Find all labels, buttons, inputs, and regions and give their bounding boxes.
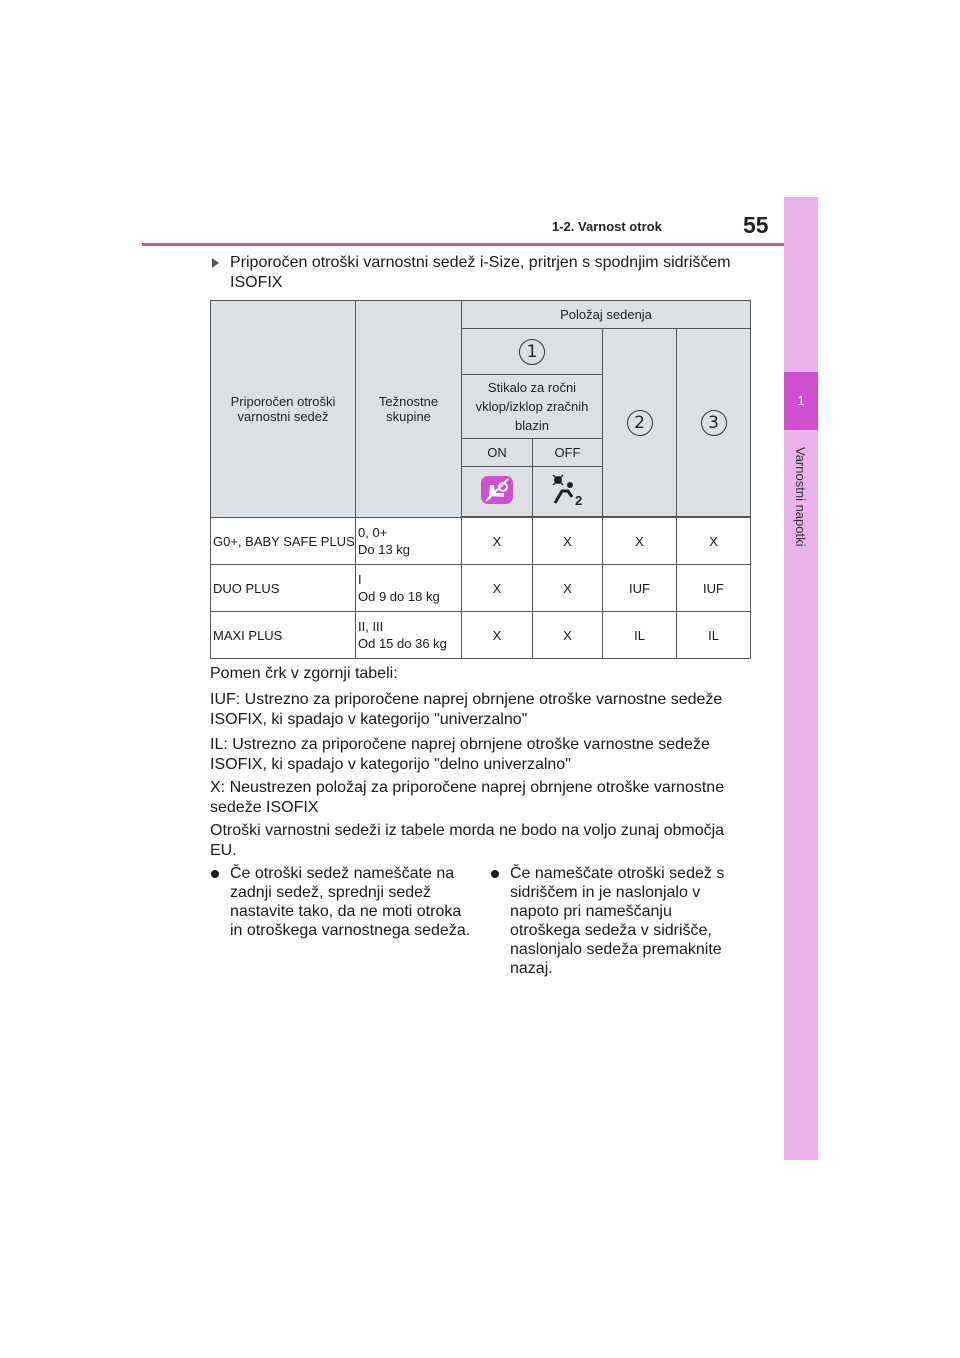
- row-pos3: X: [677, 518, 751, 565]
- position-3-cell: [677, 329, 751, 517]
- row-seat: DUO PLUS: [211, 565, 356, 612]
- bullet-text: Če otroški sedež nameščate na zadnji sedež, sprednji sedež nastavite tako, da ne moti otroka in otroškega varnostnega sedeža.: [230, 865, 471, 939]
- header-rule: [142, 243, 784, 246]
- table-row: [211, 565, 751, 612]
- row-pos2: IL: [603, 612, 677, 659]
- off-label: OFF: [533, 439, 603, 467]
- row-off: X: [533, 518, 603, 565]
- table-row: [211, 518, 751, 565]
- row-group: II, III Od 15 do 36 kg: [356, 612, 462, 659]
- intro-text: Priporočen otroški varnostni sedež i-Size, pritrjen s spodnjim sidriščem ISOFIX: [230, 254, 731, 291]
- row-on: X: [462, 565, 533, 612]
- isofix-table: [210, 300, 751, 659]
- header-position: Položaj sedenja: [462, 301, 751, 329]
- bullet-text: Če nameščate otroški sedež s sidriščem in je naslonjalo v napoto pri nameščanju otroškega sedeža v sidrišče, naslonjalo sedeža premaknite nazaj.: [510, 865, 725, 977]
- position-3-icon: 3: [701, 410, 727, 436]
- position-1-cell: [462, 329, 603, 375]
- row-seat: G0+, BABY SAFE PLUS: [211, 518, 356, 565]
- svg-text:2: 2: [574, 493, 582, 507]
- legend-x: X: Neustrezen položaj za priporočene naprej obrnjene otroške varnostne sedeže ISOFIX: [210, 779, 725, 816]
- chapter-sidebar: [784, 197, 818, 1160]
- legend-iuf: IUF: Ustrezno za priporočene naprej obrnjene otroške varnostne sedeže ISOFIX, ki spadajo v kategorijo "univerzalno": [210, 691, 723, 728]
- row-group: 0, 0+ Do 13 kg: [356, 518, 462, 565]
- chapter-title: Varnostni napotki: [793, 447, 808, 547]
- off-icon-cell: [533, 467, 603, 517]
- position-2-icon: 2: [627, 410, 653, 436]
- bullet-dot-icon: [211, 870, 219, 878]
- row-on: X: [462, 518, 533, 565]
- page-number: 55: [743, 212, 769, 238]
- section-title: 1-2. Varnost otrok: [552, 219, 662, 234]
- row-pos3: IUF: [677, 565, 751, 612]
- row-seat: MAXI PLUS: [211, 612, 356, 659]
- airbag-on-child-seat-icon: [480, 475, 514, 505]
- legend-il: IL: Ustrezno za priporočene naprej obrnjene otroške varnostne sedeže ISOFIX, ki spadajo v kategorijo "delno univerzalno": [210, 736, 710, 773]
- bullet-item: [211, 864, 473, 940]
- airbag-switch-label: Stikalo za ročni vklop/izklop zračnih blazin: [462, 375, 603, 439]
- row-pos3: IL: [677, 612, 751, 659]
- row-on: X: [462, 612, 533, 659]
- row-off: X: [533, 565, 603, 612]
- eu-note: Otroški varnostni sedeži iz tabele morda ne bodo na voljo zunaj območja EU.: [210, 822, 725, 859]
- airbag-off-icon: [550, 473, 586, 507]
- row-pos2: IUF: [603, 565, 677, 612]
- position-1-icon: 1: [519, 339, 545, 365]
- position-2-cell: [603, 329, 677, 517]
- triangle-bullet-icon: [212, 258, 219, 268]
- legend-title: Pomen črk v zgornji tabeli:: [210, 665, 398, 682]
- header-weight: Težnostne skupine: [356, 301, 462, 518]
- header-seat: Priporočen otroški varnostni sedež: [211, 301, 356, 518]
- bullet-dot-icon: [491, 870, 499, 878]
- row-pos2: X: [603, 518, 677, 565]
- chapter-number: 1: [784, 372, 818, 430]
- on-label: ON: [462, 439, 533, 467]
- table-row: [211, 612, 751, 659]
- on-icon-cell: [462, 467, 533, 517]
- intro-item: [212, 253, 752, 293]
- row-off: X: [533, 612, 603, 659]
- row-group: I Od 9 do 18 kg: [356, 565, 462, 612]
- bullet-item: [491, 864, 741, 978]
